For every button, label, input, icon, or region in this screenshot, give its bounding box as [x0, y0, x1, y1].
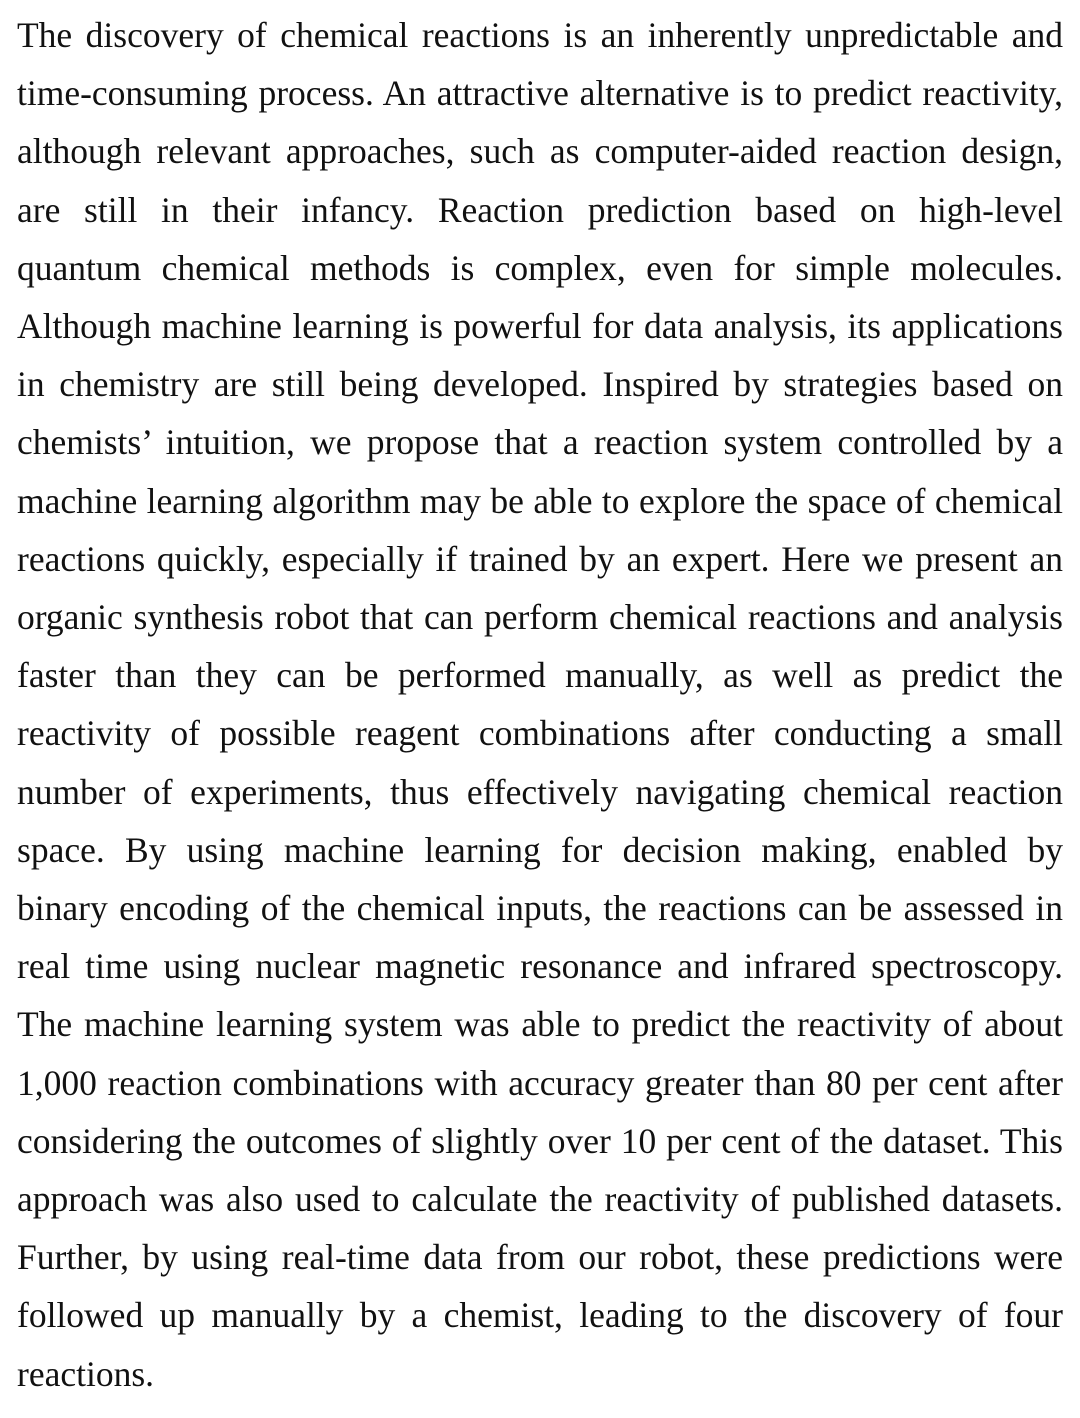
document-page [17, 6, 1063, 1412]
abstract-line: followed up manually by a chemist, leading to the discovery of four [17, 1295, 1063, 1336]
abstract-line: time-consuming process. An attractive alternative is to predict reactivity, [17, 73, 1063, 114]
abstract-line: approach was also used to calculate the reactivity of published datasets. [17, 1179, 1063, 1220]
abstract-line: The discovery of chemical reactions is an inherently unpredictable and [17, 15, 1063, 55]
abstract-line: reactions quickly, especially if trained by an expert. Here we present an [17, 538, 1063, 579]
abstract-line: although relevant approaches, such as computer-aided reaction design, [17, 131, 1063, 172]
abstract-line: machine learning algorithm may be able to explore the space of chemical [17, 480, 1063, 521]
abstract-line: binary encoding of the chemical inputs, the reactions can be assessed in [17, 888, 1063, 929]
abstract-line: reactions. [17, 1353, 155, 1394]
abstract-line: in chemistry are still being developed. Inspired by strategies based on [17, 364, 1063, 405]
abstract-line: organic synthesis robot that can perform chemical reactions and analysis [17, 597, 1063, 638]
abstract-line: considering the outcomes of slightly over 10 per cent of the dataset. This [17, 1120, 1063, 1161]
abstract-line: 1,000 reaction combinations with accuracy greater than 80 per cent after [17, 1062, 1063, 1103]
abstract-line: chemists’ intuition, we propose that a reaction system controlled by a [17, 422, 1063, 463]
abstract-line: space. By using machine learning for decision making, enabled by [17, 829, 1063, 870]
abstract-line: faster than they can be performed manually, as well as predict the [17, 655, 1063, 696]
abstract-line: are still in their infancy. Reaction prediction based on high-level [17, 189, 1063, 230]
abstract-line: The machine learning system was able to predict the reactivity of about [17, 1004, 1063, 1045]
abstract-line: real time using nuclear magnetic resonance and infrared spectroscopy. [17, 946, 1063, 987]
abstract-line: reactivity of possible reagent combinations after conducting a small [17, 713, 1063, 754]
abstract-line: Although machine learning is powerful for data analysis, its applications [17, 306, 1063, 347]
abstract-line: quantum chemical methods is complex, even for simple molecules. [17, 247, 1063, 288]
abstract-line: Further, by using real-time data from our robot, these predictions were [17, 1237, 1063, 1278]
abstract-paragraph [17, 6, 1063, 1403]
abstract-line: number of experiments, thus effectively navigating chemical reaction [17, 771, 1063, 812]
